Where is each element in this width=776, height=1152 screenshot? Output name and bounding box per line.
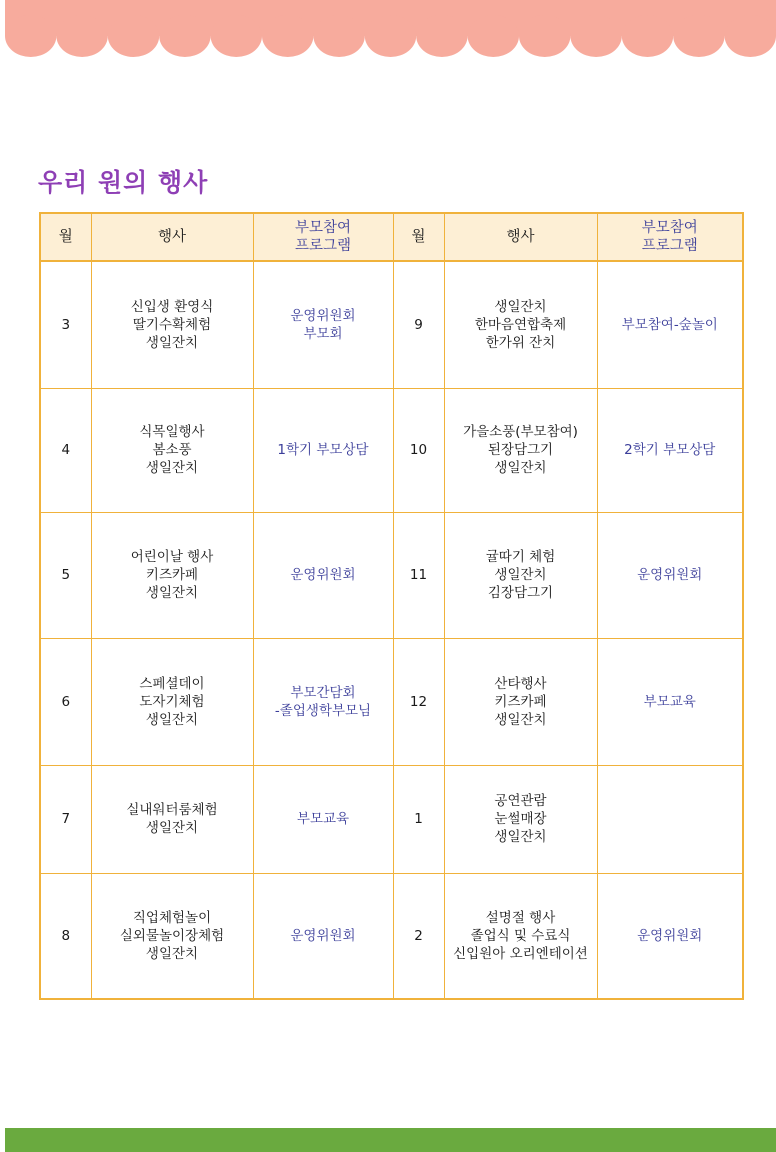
event-cell: 직업체험놀이 실외물놀이장체험 생일잔치 <box>91 873 253 999</box>
program-cell: 운영위원회 <box>597 873 743 999</box>
event-cell: 스페셜데이 도자기체험 생일잔치 <box>91 638 253 765</box>
banner-scallop <box>211 15 262 57</box>
banner-scallop <box>262 15 313 57</box>
program-cell: 운영위원회 <box>597 512 743 638</box>
month-cell: 3 <box>40 261 91 388</box>
month-cell: 1 <box>393 765 444 873</box>
month-cell: 6 <box>40 638 91 765</box>
banner-scallop <box>519 15 570 57</box>
events-table <box>39 212 744 1000</box>
event-cell: 실내워터룸체험 생일잔치 <box>91 765 253 873</box>
program-cell: 부모간담회 -졸업생학부모님 <box>253 638 393 765</box>
banner-scallop <box>725 15 776 57</box>
header-event-left: 행사 <box>91 213 253 261</box>
event-cell: 식목일행사 봄소풍 생일잔치 <box>91 388 253 512</box>
banner-scallop <box>673 15 724 57</box>
event-cell: 생일잔치 한마음연합축제 한가위 잔치 <box>444 261 597 388</box>
month-cell: 2 <box>393 873 444 999</box>
month-cell: 10 <box>393 388 444 512</box>
header-month-right: 월 <box>393 213 444 261</box>
table-row <box>40 512 743 638</box>
program-cell: 운영위원회 부모회 <box>253 261 393 388</box>
banner-scallop <box>365 15 416 57</box>
banner-scallop <box>468 15 519 57</box>
header-event-right: 행사 <box>444 213 597 261</box>
event-cell: 귤따기 체험 생일잔치 김장담그기 <box>444 512 597 638</box>
event-cell: 설명절 행사 졸업식 및 수료식 신입원아 오리엔테이션 <box>444 873 597 999</box>
section-title: 우리 원의 행사 <box>38 168 209 197</box>
banner-scallop <box>56 15 107 57</box>
banner-scallop <box>159 15 210 57</box>
header-program-left: 부모참여 프로그램 <box>253 213 393 261</box>
month-cell: 7 <box>40 765 91 873</box>
table-row <box>40 873 743 999</box>
table-row <box>40 765 743 873</box>
month-cell: 8 <box>40 873 91 999</box>
program-cell: 부모교육 <box>597 638 743 765</box>
bottom-green-bar <box>5 1128 776 1152</box>
program-cell: 운영위원회 <box>253 512 393 638</box>
program-cell: 2학기 부모상담 <box>597 388 743 512</box>
program-cell <box>597 765 743 873</box>
header-month-left: 월 <box>40 213 91 261</box>
table-row <box>40 388 743 512</box>
month-cell: 4 <box>40 388 91 512</box>
event-cell: 어린이날 행사 키즈카페 생일잔치 <box>91 512 253 638</box>
banner-scallop <box>5 15 56 57</box>
program-cell: 운영위원회 <box>253 873 393 999</box>
banner-scallop <box>416 15 467 57</box>
program-cell: 부모교육 <box>253 765 393 873</box>
month-cell: 9 <box>393 261 444 388</box>
month-cell: 12 <box>393 638 444 765</box>
program-cell: 부모참여-숲놀이 <box>597 261 743 388</box>
table-header-row <box>40 213 743 261</box>
month-cell: 11 <box>393 512 444 638</box>
banner-scallop <box>622 15 673 57</box>
table-row <box>40 261 743 388</box>
event-cell: 신입생 환영식 딸기수확체험 생일잔치 <box>91 261 253 388</box>
banner-scallop <box>108 15 159 57</box>
scalloped-top-banner <box>5 0 776 60</box>
event-cell: 가을소풍(부모참여) 된장담그기 생일잔치 <box>444 388 597 512</box>
table-row <box>40 638 743 765</box>
month-cell: 5 <box>40 512 91 638</box>
event-cell: 공연관람 눈썰매장 생일잔치 <box>444 765 597 873</box>
program-cell: 1학기 부모상담 <box>253 388 393 512</box>
banner-scallop <box>313 15 364 57</box>
header-program-right: 부모참여 프로그램 <box>597 213 743 261</box>
event-cell: 산타행사 키즈카페 생일잔치 <box>444 638 597 765</box>
banner-scallop <box>570 15 621 57</box>
